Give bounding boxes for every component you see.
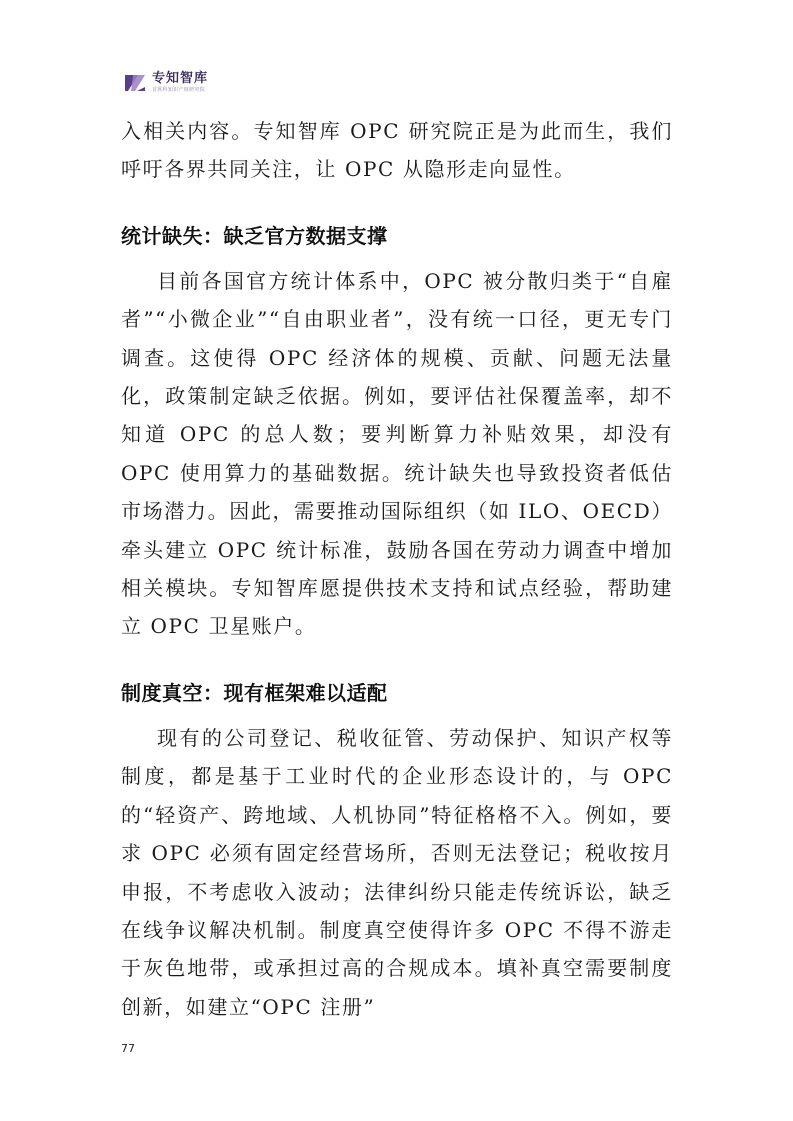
- section-body-institutions: 现有的公司登记、税收征管、劳动保护、知识产权等制度，都是基于工业时代的企业形态设计的，与 OPC 的“轻资产、跨地域、人机协同”特征格格不入。例如，要求 OPC 必须有固定经营场所，否则无法登记；税收按月申报，不考虑收入波动；法律纠纷只能走传统诉讼，缺乏在线争议解决机制。制度真空使得许多 OPC 不得不游走于灰色地带，或承担过高的合规成本。填补真空需要制度创新，如建立“OPC 注册”: [121, 725, 673, 1019]
- page-number: 77: [121, 1042, 135, 1055]
- logo-title: 专知智库: [152, 71, 209, 86]
- section-heading-statistics: 统计缺失：缺乏官方数据支撑: [121, 223, 388, 248]
- document-body: [121, 112, 673, 1026]
- section-body-statistics: 目前各国官方统计体系中，OPC 被分散归类于“自雇者”“小微企业”“自由职业者”，没有统一口径，更无专门调查。这使得 OPC 经济体的规模、贡献、问题无法量化，政策制定缺乏依据。例如，要评估社保覆盖率，却不知道 OPC 的总人数；要判断算力补贴效果，却没有 OPC 使用算力的基础数据。统计缺失也导致投资者低估市场潜力。因此，需要推动国际组织（如 ILO、OECD）牵头建立 OPC 统计标准，鼓励各国在劳动力调查中增加相关模块。专知智库愿提供技术支持和试点经验，帮助建立 OPC 卫星账户。: [121, 268, 673, 639]
- header-logo: [124, 72, 208, 93]
- zhuanzhi-logo-icon: [124, 73, 146, 93]
- intro-paragraph: 入相关内容。专知智库 OPC 研究院正是为此而生，我们呼吁各界共同关注，让 OPC 从隐形走向显性。: [121, 119, 673, 182]
- logo-text-group: [152, 72, 208, 93]
- logo-subtitle: 首席科知识产权研究院: [152, 87, 206, 93]
- section-heading-institutions: 制度真空：现有框架难以适配: [121, 680, 388, 705]
